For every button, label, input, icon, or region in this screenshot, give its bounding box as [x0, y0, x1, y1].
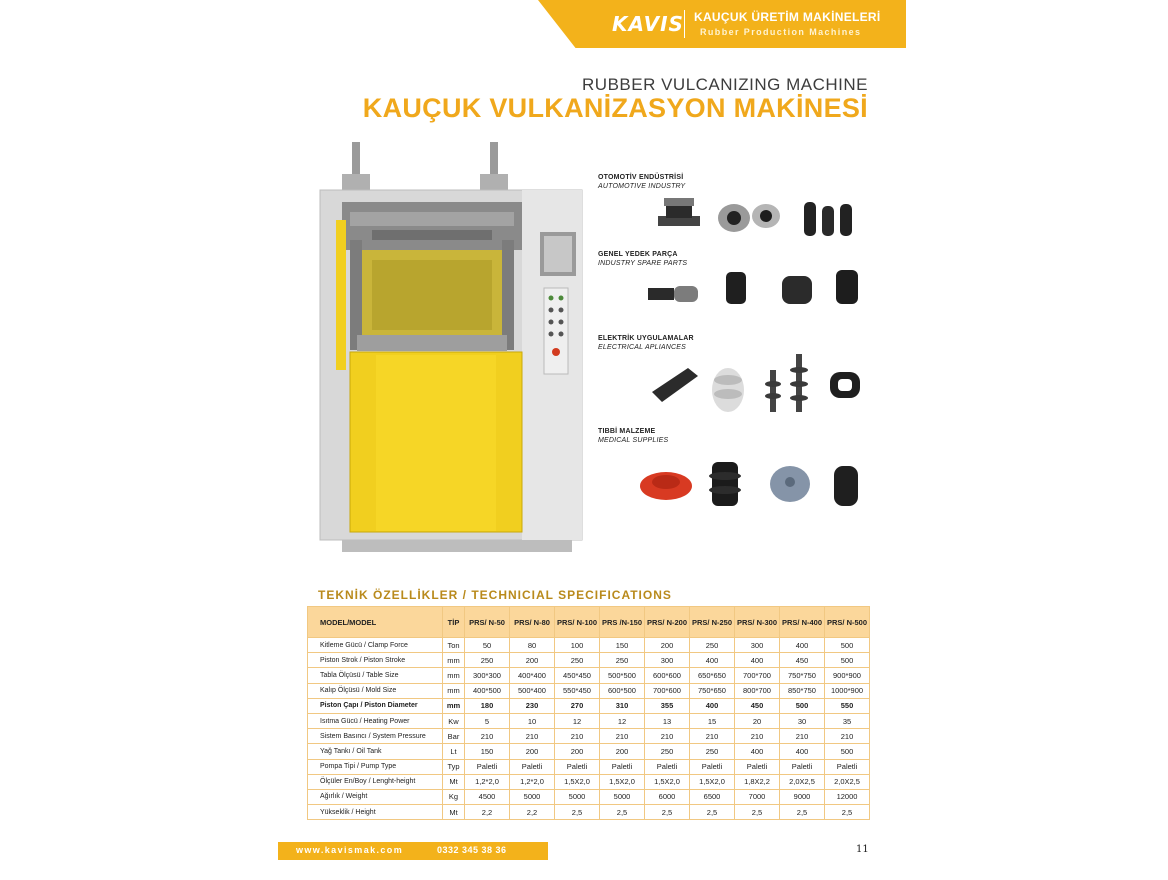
row-label: Yükseklik / Height	[308, 805, 443, 820]
spare-parts-products-image	[644, 268, 864, 310]
page-title-tr: KAUÇUK VULKANİZASYON MAKİNESİ	[362, 93, 868, 123]
table-cell: 12	[600, 713, 645, 728]
table-cell: 250	[600, 653, 645, 668]
table-cell: 150	[600, 638, 645, 653]
table-cell: 250	[465, 653, 510, 668]
table-cell: 4500	[465, 789, 510, 804]
table-cell: 30	[780, 713, 825, 728]
row-unit: mm	[443, 698, 465, 713]
row-unit: Ton	[443, 638, 465, 653]
table-cell: Paletli	[690, 759, 735, 774]
category-spare-parts-tr: GENEL YEDEK PARÇA	[598, 251, 678, 258]
table-cell: 200	[555, 744, 600, 759]
row-unit: Mt	[443, 774, 465, 789]
table-cell: 2,5	[600, 805, 645, 820]
table-cell: Paletli	[510, 759, 555, 774]
header-type: TİP	[443, 607, 465, 638]
table-cell: 6000	[645, 789, 690, 804]
table-cell: 1,8X2,2	[735, 774, 780, 789]
header-model-cell: PRS/ N-50	[465, 607, 510, 638]
row-label: Tabla Ölçüsü / Table Size	[308, 668, 443, 683]
table-cell: 200	[510, 744, 555, 759]
row-label: Yağ Tankı / Oil Tank	[308, 744, 443, 759]
specifications-table	[307, 606, 870, 820]
header-model-cell: PRS/ N-500	[825, 607, 870, 638]
table-cell: 355	[645, 698, 690, 713]
table-cell: Paletli	[555, 759, 600, 774]
table-cell: 2,5	[825, 805, 870, 820]
table-cell: Paletli	[600, 759, 645, 774]
header-model-cell: PRS/ N-400	[780, 607, 825, 638]
specifications-body	[308, 638, 870, 820]
table-cell: 2,5	[780, 805, 825, 820]
table-header-row	[308, 607, 870, 638]
table-cell: 800*700	[735, 683, 780, 698]
table-cell: 210	[510, 729, 555, 744]
table-cell: 150	[465, 744, 510, 759]
table-cell: 200	[645, 638, 690, 653]
table-cell: 9000	[780, 789, 825, 804]
table-cell: 1,2*2,0	[510, 774, 555, 789]
row-unit: Kg	[443, 789, 465, 804]
table-cell: 7000	[735, 789, 780, 804]
table-cell: 250	[690, 638, 735, 653]
row-label: Pompa Tipi / Pump Type	[308, 759, 443, 774]
table-cell: 310	[600, 698, 645, 713]
table-cell: 15	[690, 713, 735, 728]
table-row	[308, 805, 870, 820]
table-cell: 210	[465, 729, 510, 744]
table-cell: 2,5	[555, 805, 600, 820]
category-electrical-tr: ELEKTRİK UYGULAMALAR	[598, 335, 694, 342]
table-cell: 6500	[690, 789, 735, 804]
row-unit: Lt	[443, 744, 465, 759]
table-cell: 300	[645, 653, 690, 668]
table-cell: 1,5X2,0	[555, 774, 600, 789]
table-cell: 180	[465, 698, 510, 713]
table-cell: 5	[465, 713, 510, 728]
header-model-cell: PRS/ N-250	[690, 607, 735, 638]
table-row	[308, 774, 870, 789]
row-label: Piston Strok / Piston Stroke	[308, 653, 443, 668]
row-label: Kalıp Ölçüsü / Mold Size	[308, 683, 443, 698]
header-model-cell: PRS /N-150	[600, 607, 645, 638]
table-cell: 450	[780, 653, 825, 668]
table-cell: 900*900	[825, 668, 870, 683]
table-cell: 210	[555, 729, 600, 744]
footer-website: www.kavismak.com	[296, 845, 404, 855]
table-cell: 500*400	[510, 683, 555, 698]
table-cell: 750*650	[690, 683, 735, 698]
footer-phone: 0332 345 38 36	[437, 845, 507, 855]
table-cell: 450*450	[555, 668, 600, 683]
header-model: MODEL/MODEL	[308, 607, 443, 638]
table-cell: 210	[690, 729, 735, 744]
table-cell: 500	[780, 698, 825, 713]
table-cell: 230	[510, 698, 555, 713]
row-unit: Typ	[443, 759, 465, 774]
table-cell: 2,5	[690, 805, 735, 820]
table-cell: 650*650	[690, 668, 735, 683]
page-title-en: RUBBER VULCANIZING MACHINE	[582, 75, 868, 94]
table-cell: 200	[600, 744, 645, 759]
table-row	[308, 698, 870, 713]
table-row	[308, 789, 870, 804]
category-electrical-en: ELECTRICAL APLIANCES	[598, 344, 687, 351]
table-cell: 2,5	[645, 805, 690, 820]
table-row	[308, 653, 870, 668]
category-automotive-en: AUTOMOTIVE INDUSTRY	[598, 183, 686, 190]
table-cell: 210	[645, 729, 690, 744]
table-cell: 80	[510, 638, 555, 653]
header-model-cell: PRS/ N-200	[645, 607, 690, 638]
electrical-products-image	[650, 350, 866, 416]
table-cell: 1000*900	[825, 683, 870, 698]
row-label: Kitleme Gücü / Clamp Force	[308, 638, 443, 653]
table-cell: 500	[825, 744, 870, 759]
table-cell: 1,5X2,0	[600, 774, 645, 789]
table-cell: 250	[690, 744, 735, 759]
table-cell: Paletli	[645, 759, 690, 774]
category-spare-parts-en: INDUSTRY SPARE PARTS	[598, 260, 688, 267]
table-cell: 2,2	[510, 805, 555, 820]
table-cell: 210	[600, 729, 645, 744]
header-model-cell: PRS/ N-300	[735, 607, 780, 638]
table-cell: 500	[825, 638, 870, 653]
table-cell: 2,0X2,5	[780, 774, 825, 789]
table-cell: 850*750	[780, 683, 825, 698]
vulcanizing-machine-image	[312, 140, 594, 560]
category-automotive-tr: OTOMOTİV ENDÜSTRİSİ	[598, 174, 684, 181]
table-cell: 500	[825, 653, 870, 668]
page-number: 11	[856, 844, 869, 855]
table-cell: 5000	[555, 789, 600, 804]
table-row	[308, 759, 870, 774]
table-row	[308, 744, 870, 759]
table-cell: 550	[825, 698, 870, 713]
table-cell: 400	[690, 653, 735, 668]
row-label: Sistem Basıncı / System Pressure	[308, 729, 443, 744]
table-cell: 35	[825, 713, 870, 728]
specs-title: TEKNİK ÖZELLİKLER / TECHNICIAL SPECIFICATIONS	[318, 588, 672, 602]
table-cell: 20	[735, 713, 780, 728]
table-cell: 700*700	[735, 668, 780, 683]
table-cell: 5000	[510, 789, 555, 804]
table-cell: 500*500	[600, 668, 645, 683]
medical-products-image	[638, 460, 868, 508]
row-unit: mm	[443, 668, 465, 683]
header-model-cell: PRS/ N-80	[510, 607, 555, 638]
header-model-cell: PRS/ N-100	[555, 607, 600, 638]
kavis-logo: KAVIS	[612, 12, 684, 36]
row-label: Ölçüler En/Boy / Lenght-height	[308, 774, 443, 789]
table-cell: 2,2	[465, 805, 510, 820]
table-cell: 450	[735, 698, 780, 713]
table-cell: 2,0X2,5	[825, 774, 870, 789]
table-row	[308, 668, 870, 683]
table-cell: 1,5X2,0	[645, 774, 690, 789]
table-cell: 300*300	[465, 668, 510, 683]
category-medical-en: MEDICAL SUPPLIES	[598, 437, 669, 444]
table-cell: 400	[780, 744, 825, 759]
row-unit: Mt	[443, 805, 465, 820]
table-cell: 100	[555, 638, 600, 653]
table-cell: 1,2*2,0	[465, 774, 510, 789]
table-cell: 400	[690, 698, 735, 713]
table-cell: Paletli	[780, 759, 825, 774]
row-unit: mm	[443, 653, 465, 668]
table-cell: 700*600	[645, 683, 690, 698]
automotive-products-image	[654, 196, 866, 240]
table-cell: 750*750	[780, 668, 825, 683]
table-cell: 400	[735, 744, 780, 759]
table-cell: 50	[465, 638, 510, 653]
table-cell: Paletli	[465, 759, 510, 774]
table-row	[308, 638, 870, 653]
table-cell: 400*500	[465, 683, 510, 698]
table-cell: 5000	[600, 789, 645, 804]
table-cell: 600*600	[645, 668, 690, 683]
row-label: Piston Çapı / Piston Diameter	[308, 698, 443, 713]
header-title-en: Rubber Production Machines	[700, 27, 862, 37]
header-divider	[684, 10, 685, 38]
table-cell: 210	[735, 729, 780, 744]
table-cell: 200	[510, 653, 555, 668]
table-cell: 250	[555, 653, 600, 668]
table-row	[308, 683, 870, 698]
row-unit: Bar	[443, 729, 465, 744]
header-title-tr: KAUÇUK ÜRETİM MAKİNELERİ	[694, 10, 881, 24]
row-label: Isıtma Gücü / Heating Power	[308, 713, 443, 728]
table-cell: 12000	[825, 789, 870, 804]
row-unit: mm	[443, 683, 465, 698]
table-cell: 400	[780, 638, 825, 653]
table-cell: 1,5X2,0	[690, 774, 735, 789]
table-cell: 10	[510, 713, 555, 728]
table-cell: 2,5	[735, 805, 780, 820]
table-cell: 400*400	[510, 668, 555, 683]
table-cell: 550*450	[555, 683, 600, 698]
row-label: Ağırlık / Weight	[308, 789, 443, 804]
table-cell: 12	[555, 713, 600, 728]
table-cell: 300	[735, 638, 780, 653]
table-cell: 13	[645, 713, 690, 728]
table-cell: 400	[735, 653, 780, 668]
table-cell: 210	[825, 729, 870, 744]
table-cell: 600*500	[600, 683, 645, 698]
table-cell: 210	[780, 729, 825, 744]
table-cell: Paletli	[825, 759, 870, 774]
table-row	[308, 729, 870, 744]
category-medical-tr: TIBBİ MALZEME	[598, 428, 656, 435]
table-cell: 250	[645, 744, 690, 759]
row-unit: Kw	[443, 713, 465, 728]
table-row	[308, 713, 870, 728]
table-cell: Paletli	[735, 759, 780, 774]
table-cell: 270	[555, 698, 600, 713]
